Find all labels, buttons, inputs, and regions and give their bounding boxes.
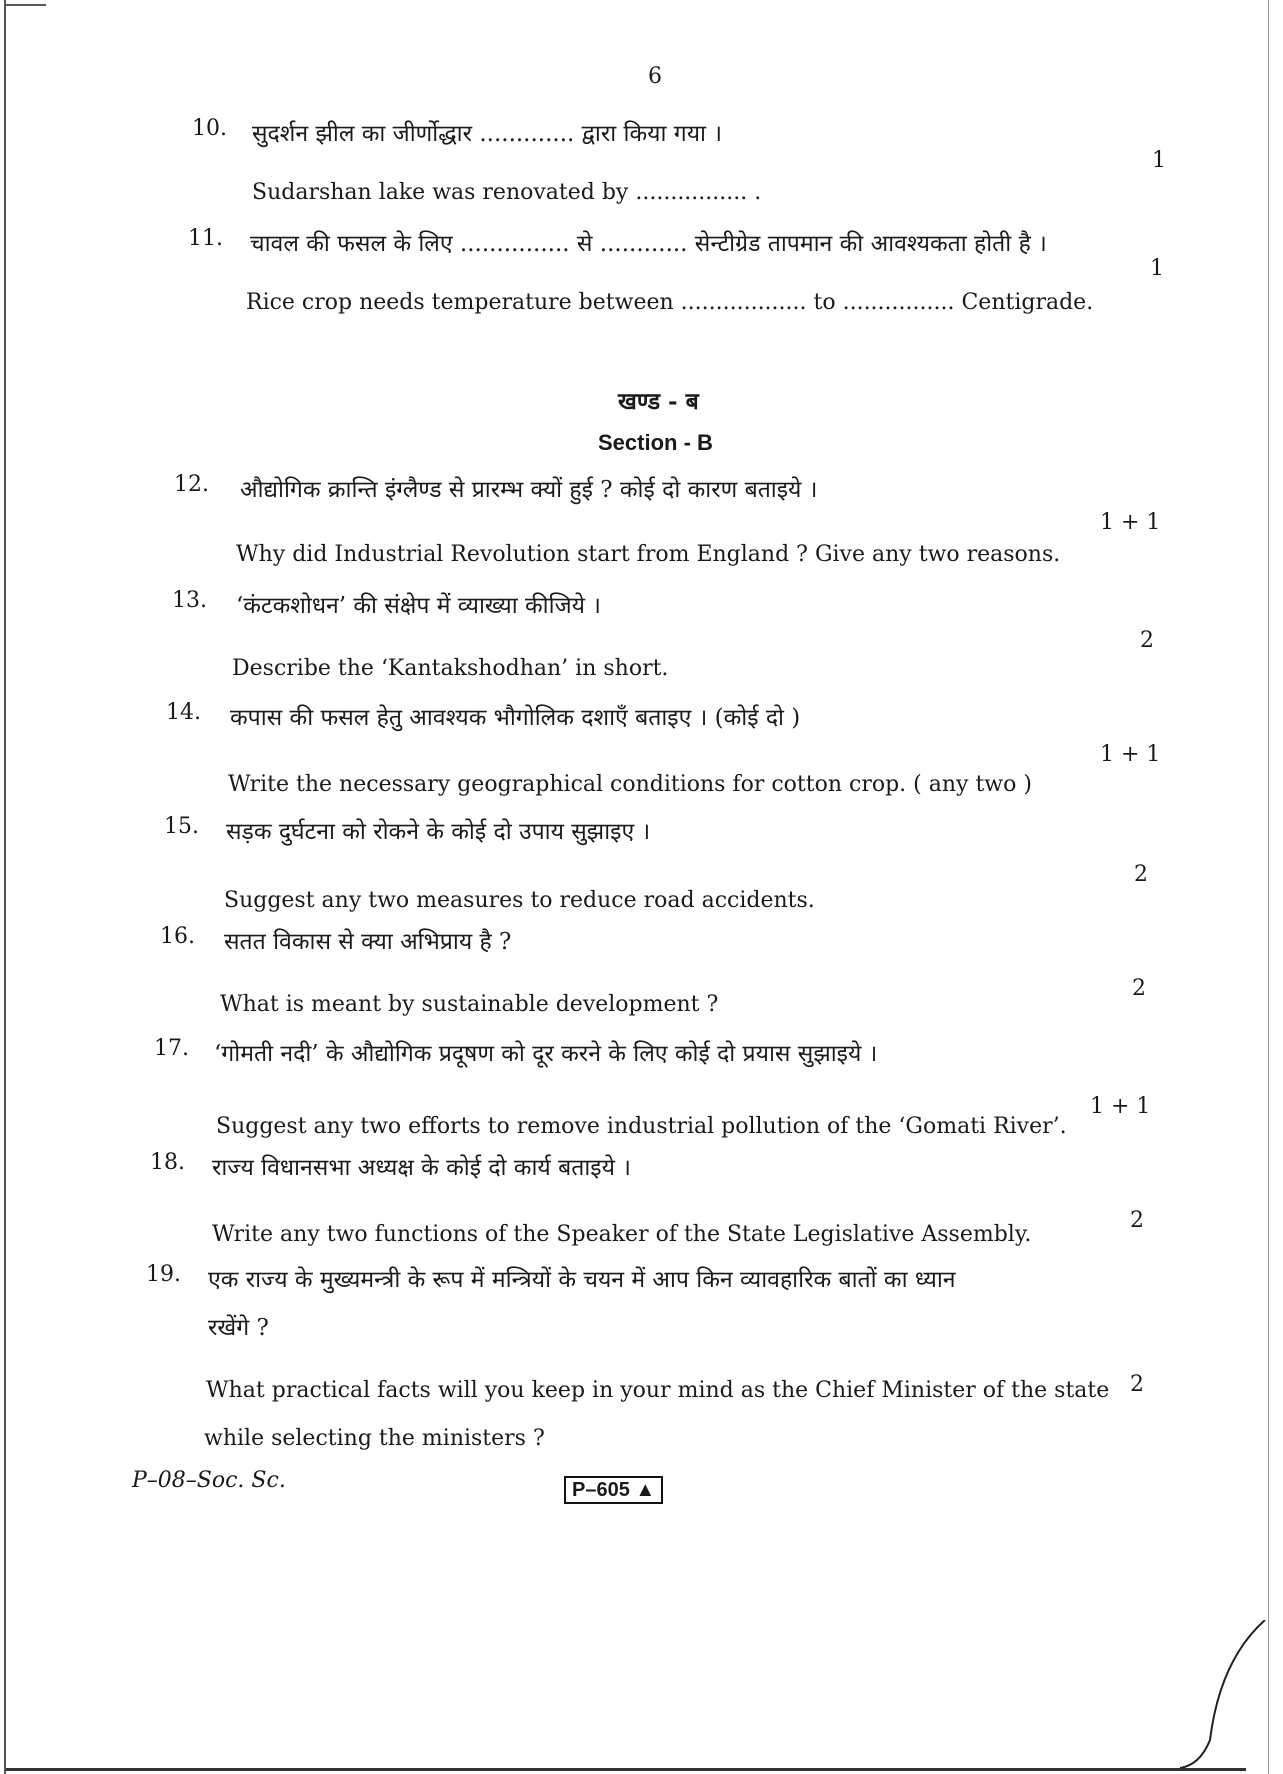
question-english: Sudarshan lake was renovated by ................ . xyxy=(252,180,762,205)
footer-paper-code: P–08–Soc. Sc. xyxy=(132,1468,286,1493)
question-hindi-continued: रखेंगे ? xyxy=(208,1315,269,1341)
question-marks: 1 xyxy=(1150,256,1164,281)
question-marks: 2 xyxy=(1130,1372,1144,1397)
question-english: Rice crop needs temperature between .................. to ................ Centigrade. xyxy=(246,290,1094,315)
question-number: 16. xyxy=(160,924,195,949)
question-hindi: कपास की फसल हेतु आवश्यक भौगोलिक दशाएँ बताइए । (कोई दो ) xyxy=(230,705,801,731)
question-hindi: ‘कंटकशोधन’ की संक्षेप में व्याख्या कीजिये । xyxy=(236,593,602,619)
question-marks: 2 xyxy=(1130,1208,1144,1233)
question-marks: 1 + 1 xyxy=(1100,510,1161,535)
question-english: Describe the ‘Kantakshodhan’ in short. xyxy=(232,656,669,681)
question-english: Write the necessary geographical conditions for cotton crop. ( any two ) xyxy=(228,772,1032,797)
question-marks: 2 xyxy=(1132,976,1146,1001)
question-marks: 2 xyxy=(1140,628,1154,653)
scan-border-right xyxy=(1268,0,1269,1774)
question-number: 17. xyxy=(154,1036,189,1061)
scan-border-top xyxy=(6,4,46,6)
question-marks: 1 + 1 xyxy=(1100,742,1161,767)
question-number: 15. xyxy=(164,814,199,839)
scan-border-bottom xyxy=(6,1768,1246,1771)
question-english: Write any two functions of the Speaker of the State Legislative Assembly. xyxy=(212,1222,1032,1247)
question-hindi: सुदर्शन झील का जीर्णोद्धार ............. द्वारा किया गया । xyxy=(252,121,723,147)
question-english: Suggest any two measures to reduce road accidents. xyxy=(224,888,815,913)
question-english: What is meant by sustainable development ? xyxy=(220,992,719,1017)
section-heading-english: Section - B xyxy=(598,430,713,455)
question-marks: 1 xyxy=(1152,148,1166,173)
question-number: 13. xyxy=(172,588,207,613)
question-english-continued: while selecting the ministers ? xyxy=(204,1426,545,1451)
question-hindi: ‘गोमती नदी’ के औद्योगिक प्रदूषण को दूर करने के लिए कोई दो प्रयास सुझाइये । xyxy=(214,1041,878,1067)
scan-border-left xyxy=(4,0,6,1774)
question-number: 10. xyxy=(192,116,227,141)
question-hindi: औद्योगिक क्रान्ति इंग्लैण्ड से प्रारम्भ क्यों हुई ? कोई दो कारण बताइये । xyxy=(240,477,818,503)
question-hindi: सड़क दुर्घटना को रोकने के कोई दो उपाय सुझाइए । xyxy=(226,819,651,845)
question-hindi: सतत विकास से क्या अभिप्राय है ? xyxy=(224,929,512,955)
question-number: 19. xyxy=(146,1262,181,1287)
question-number: 12. xyxy=(174,472,209,497)
question-english: Suggest any two efforts to remove industrial pollution of the ‘Gomati River’. xyxy=(216,1114,1067,1139)
page-number: 6 xyxy=(648,64,662,89)
section-heading-hindi: खण्ड - ब xyxy=(618,388,699,415)
question-english: Why did Industrial Revolution start from England ? Give any two reasons. xyxy=(236,542,1061,567)
question-hindi: चावल की फसल के लिए ............... से ............ सेन्टीग्रेड तापमान की आवश्यकता होती है । xyxy=(250,231,1047,257)
scan-corner-curve xyxy=(1180,1620,1270,1770)
question-number: 14. xyxy=(166,700,201,725)
question-hindi: राज्य विधानसभा अध्यक्ष के कोई दो कार्य बताइये । xyxy=(212,1155,631,1181)
question-marks: 1 + 1 xyxy=(1090,1094,1151,1119)
question-number: 18. xyxy=(150,1150,185,1175)
question-number: 11. xyxy=(188,226,223,251)
question-marks: 2 xyxy=(1134,862,1148,887)
question-hindi: एक राज्य के मुख्यमन्त्री के रूप में मन्त्रियों के चयन में आप किन व्यावहारिक बातों का ध्यान xyxy=(208,1267,956,1293)
question-english: What practical facts will you keep in your mind as the Chief Minister of the state xyxy=(206,1378,1110,1403)
footer-set-code: P–605 ▲ xyxy=(564,1476,663,1504)
